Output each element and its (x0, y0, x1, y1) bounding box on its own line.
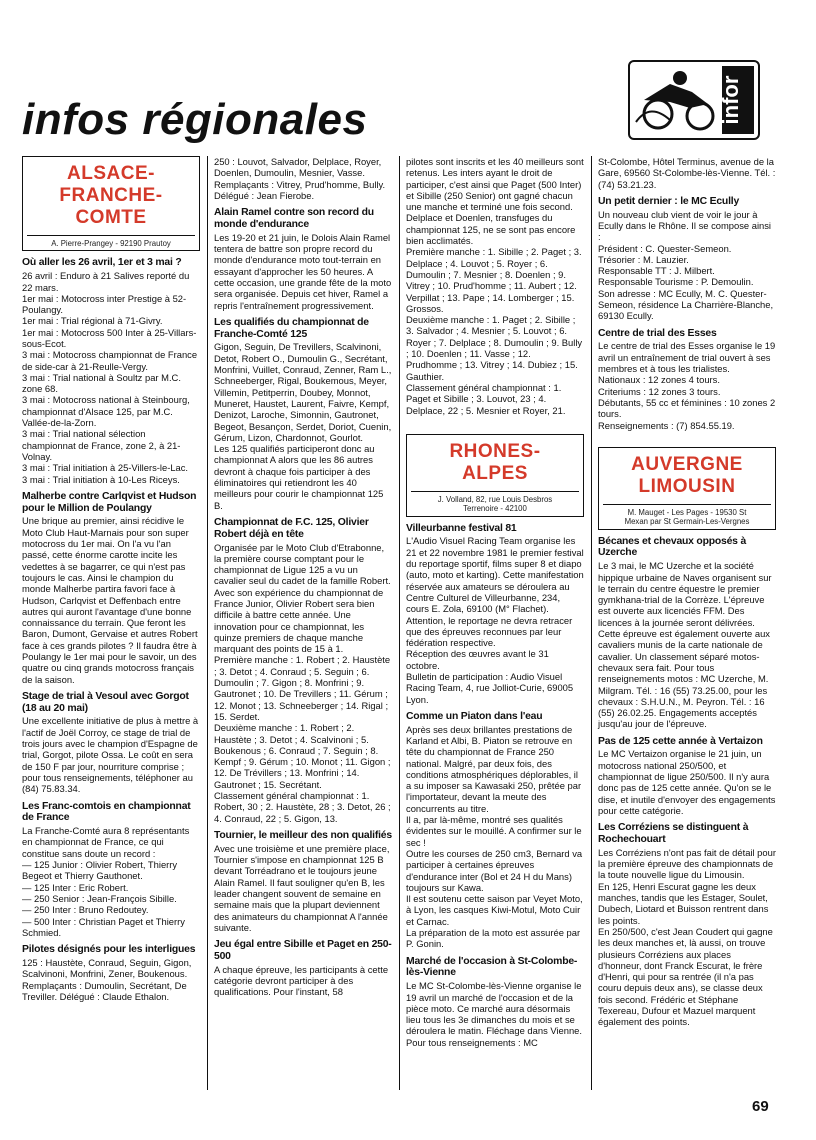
article-line: 3 mai : Motocross national à Steinbourg, championnat d'Alsace 125, par M.C. Vallée-de-la-Zorn. (22, 394, 190, 429)
article-text: 250 : Louvot, Salvador, Delplace, Royer, Doenlen, Dumoulin, Mesnier, Vasse. Remplaçants : Vitrey, Prud'homme, Bully. Délégué : Jean Fierobe. (214, 156, 386, 201)
article-text: A chaque épreuve, les participants à cette catégorie devront participer à des qualifications. Pour l'instant, 58 (214, 963, 389, 998)
address-line: Mexan par St Germain-Les-Vergnes (624, 517, 750, 527)
article-line: 26 avril : Enduro à 21 Salives reporté du 22 mars. (22, 270, 190, 293)
article-text: Le MC Vertaizon organise le 21 juin, un motocross national 250/500, et championnat de ligue 250/500. Il n'y aura donc pas de 125 cette année. Qu'on se le dise, et inutile d'envoyer des engagements pour cette catégorie. (598, 748, 776, 816)
article-line: Son adresse : MC Ecully, M. C. Quester-Semeon, résidence La Charrière-Blanche, 69130 Ecully. (598, 287, 774, 322)
region-name: ALSACE- (67, 163, 155, 184)
article-heading: Les Franc-comtois en championnat de France (22, 800, 191, 824)
article-heading: Marché de l'occasion à St-Colombe-lès-Vienne (406, 955, 578, 979)
column-1 (22, 156, 200, 1002)
article-line: Président : C. Quester-Semeon. (598, 242, 732, 254)
article-heading: Bécanes et chevaux opposés à Uzerche (598, 535, 747, 559)
results-text: Deuxième manche : 1. Paget ; 2. Sibille ; 3. Salvador ; 4. Mesnier ; 5. Louvot ; 6. Royer ; 7. Delplace ; 8. Dumoulin ; 9. Bully ; 10. Doenlen ; 11. Vasse ; 12. Prudhomme ; 13. Vitrey ; 14. Dubiez ; 15. Gauthier. (406, 314, 583, 382)
motorcycle-logo-icon (630, 62, 758, 138)
article-line: La Franche-Comté aura 8 représentants en championnat de France, ce qui constitue sans doute un record : (22, 825, 190, 859)
article-heading: Où aller les 26 avril, 1er et 3 mai ? (22, 257, 182, 269)
article-text: Réception des œuvres avant le 31 octobre. (406, 648, 549, 671)
article-text: Avec une troisième et une première place, Tournier s'impose en championnat 125 B devant Torréadrano et le toujours jeune Alain Ramel. Il faut souligner qu'en B, les leader changent souvent de semaine en semaine mais que la plupart deviennent des animateurs du championnat A l'année suivante. (214, 842, 390, 933)
page-number: 69 (752, 1098, 769, 1115)
region-name: LIMOUSIN (638, 475, 736, 497)
article-heading: Championnat de F.C. 125, Olivier Robert déjà en tête (214, 516, 369, 540)
article-heading: Centre de trial des Esses (598, 327, 717, 339)
article-heading: Pilotes désignés pour les interligues (22, 944, 196, 956)
results-text: Première manche : 1. Robert ; 2. Haustète ; 3. Detot ; 4. Conraud ; 5. Seguin ; 6. Dumoulin ; 7. Gigon ; 8. Monfrini ; 9. Gautronet ; 10. De Trevillers ; 11. Gérum ; 12. Monot ; 13. Schneeberger ; 14. Rigal ; 15. Serdet. (214, 654, 391, 722)
article-text: 125 : Haustète, Conraud, Seguin, Gigon, Scalvinoni, Monfrini, Zener, Boukenous. Remplaçants : Dumoulin, Secrétant, De Treviller. Délégué : Claude Ethalon. (22, 956, 192, 1002)
article-line: — 250 Senior : Jean-François Sibille. (22, 892, 177, 904)
region-name: FRANCHE- (59, 185, 163, 206)
article-line: 1er mai : Motocross inter Prestige à 52-Poulangy. (22, 292, 187, 316)
article-line: 1er mai : Motocross 500 Inter à 25-Villars-sous-Ecot. (22, 326, 197, 349)
region-box-alsace (22, 156, 200, 251)
article-heading: Comme un Piaton dans l'eau (406, 710, 543, 722)
article-text: Une excellente initiative de plus à mettre à l'actif de Joël Corroy, ce stage de trial de trois jours avec le champion d'Espagne de trial, Gorgot, pilote Ossa. Le coût en sera de 150 F par jour, nourriture comprise ; pour tous renseignements, téléphoner au (84) 75.83.34. (22, 715, 199, 795)
article-text: Les 125 qualifiés participeront donc au championnat A alors que les 86 autres devront à chaque fois participer à des éliminatoires qui retiendront les 40 meilleurs pour courir le championnat 125 B. (214, 443, 384, 511)
column-rule (399, 156, 400, 1090)
infor-logo (628, 60, 760, 140)
article-text: En 250/500, c'est Jean Coudert qui gagne les deux manches et, là aussi, on trouve plusieurs Corréziens aux places d'honneur, dont Franck Escurat, le frère d'Henri, qui pour sa rentrée (il n'a pas couru depuis deux ans), se classe deux fois second. Frédéric et Stéphane Texereau, Dufour et Mazuel marquent également des points. (598, 925, 773, 1028)
article-text: St-Colombe, Hôtel Terminus, avenue de la Gare, 69560 St-Colombe-lès-Vienne. Tél. : (74) 53.21.23. (598, 156, 776, 190)
article-heading: Un petit dernier : le MC Ecully (598, 195, 740, 207)
article-line: 3 mai : Trial initiation à 25-Villers-le-Lac. (22, 462, 189, 474)
correspondent-address (603, 504, 771, 527)
article-text: Outre les courses de 250 cm3, Bernard va participer à certaines épreuves d'endurance inter (Bol et 24 H du Mans) toujours sur Kawa. (406, 847, 583, 893)
article-text: Une brique au premier, ainsi récidive le Moto Club Haut-Marnais pour son super motocross du 1er mai. On l'a vu l'an passé, cette énorme carotte incite les vedettes à se bagarrer, ce qui n'est pas toujours le cas. Ainsi le champion du monde Malherbe partira favori face à Hudson, Carlqvist et Deffenbach entre autres qui auront l'avantage d'une bonne connaissance du terrain. Que feront les Baron, Dumont, Gervaise et autres Robert face à ces grands pilotes ? Il faudra être à Poulangy le 1er mai pour le savoir, un des quatre ou cinq grands motocross français de la saison. (22, 515, 198, 685)
article-line: Criteriums : 12 zones 3 tours. (598, 385, 721, 397)
results-text: Deuxième manche : 1. Robert ; 2. Haustète ; 3. Detot ; 4. Scalvinoni ; 5. Boukenous ; 6. Conraud ; 7. Seguin ; 8. Kempf ; 9. Gérum ; 10. Monot ; 11. Gigon ; 12. De Trévillers ; 13. Monfrini ; 14. Gautronet ; 15. Secrétant. (214, 722, 391, 790)
correspondent-address (411, 491, 579, 514)
article-line: Débutants, 55 cc et féminines : 10 zones 2 tours. (598, 396, 776, 420)
region-name: AUVERGNE (631, 453, 743, 475)
article-line: 3 mai : Trial national sélection championnat de France, zone 2, à 21-Volnay. (22, 428, 181, 462)
page-title: infos régionales (22, 95, 368, 144)
article-line: Responsable TT : J. Milbert. (598, 265, 715, 277)
article-line: 3 mai : Trial national à Soultz par M.C. zone 68. (22, 371, 181, 395)
article-heading: Tournier, le meilleur des non qualifiés (214, 829, 392, 841)
region-name: ALPES (462, 462, 528, 484)
column-rule (207, 156, 208, 1090)
article-heading: Les qualifiés du championnat de Franche-Comté 125 (214, 316, 369, 340)
region-box-auvergne-limousin (598, 447, 776, 530)
column-2 (214, 156, 392, 998)
article-line: Nationaux : 12 zones 4 tours. (598, 374, 720, 386)
article-heading: Jeu égal entre Sibille et Paget en 250-500 (214, 939, 392, 962)
article-text: Après ses deux brillantes prestations de Karland et Albi, B. Piaton se retrouve en tête du championnat de France 250 national. Malgré, par deux fois, des conditions atmosphériques déplorables, il a su imposer sa Kawasaki 250, prêtée par l'importateur, devant la meute des concurrents au titre. (406, 723, 582, 814)
column-3 (406, 156, 584, 1048)
results-text: Classement général championnat : 1. Robert, 30 ; 2. Haustète, 28 ; 3. Detot, 26 ; 4. Conraud, 22 ; 5. Gigon, 13. (214, 790, 391, 824)
region-box-rhones-alpes (406, 434, 584, 517)
article-text: Il est soutenu cette saison par Veyet Moto, à Lyon, les casques Kiwi-Motul, Moto Cuir et Carnac. (406, 893, 583, 927)
article-heading: Pas de 125 cette année à Vertaizon (598, 735, 763, 747)
address-line: Terrenoire - 42100 (463, 504, 527, 514)
article-heading: Alain Ramel contre son record du monde d'endurance (214, 207, 374, 230)
article-text: Le 3 mai, le MC Uzerche et la société hippique urbaine de Naves organisent sur le terrain du centre équestre le premier gymkhana-trial de la Corrèze. L'épreuve est ouverte aux licenciés FFM. Des licences à la journée seront délivrées. Cette épreuve est également ouverte aux cavaliers munis de la carte nationale de cavalier. Un classement séparé motos-chevaux sera fait. Pour tous renseignements motos : MC Uzerche, M. Milgram. Tél. : 16 (55) 73.25.00, pour les chevaux : S.H.U.N., M. Peyron. Tél. : 16 (55) 26.02.25. Engagements acceptés jusqu'au jour de l'épreuve. (598, 560, 772, 730)
article-text: L'Audio Visuel Racing Team organise les 21 et 22 novembre 1981 le premier festival du reportage sportif, films super 8 et diapo (auto, moto et karting). Cette manifestation réservée aux amateurs se déroulera au Centre Culturel de Villeurbanne, 234, cours E. Zola, 69100 (M° Flachet). (406, 535, 584, 615)
article-text: En 125, Henri Escurat gagne les deux manches, tandis que les Estager, Soulet, Dubech, Liotard et Buisson rentrent dans les points. (598, 880, 769, 926)
article-text: pilotes sont inscrits et les 40 meilleurs sont retenus. Les inters ayant le droit de participer, c'est ainsi que Paget (500 Inter) et Sibille (250 Senior) ont gagné chacun une manche et terminé une fois second. Delplace et Doenlen, transfuges du championnat 125, ne se sont pas encore bien acclimatés. (406, 156, 584, 247)
article-heading: Villeurbanne festival 81 (406, 522, 517, 534)
article-line: 1er mai : Trial régional à 71-Givry. (22, 315, 163, 327)
region-name: RHONES- (449, 440, 541, 462)
column-4 (598, 156, 776, 1028)
article-line: Un nouveau club vient de voir le jour à Ecully dans le Rhône. Il se compose ainsi : (598, 208, 772, 243)
logo-text: infor (718, 75, 743, 125)
article-line: Renseignements : (7) 854.55.19. (598, 419, 735, 431)
column-rule (591, 156, 592, 1090)
article-line: Le centre de trial des Esses organise le 19 avril un entraînement de trial ouvert à ses membres et à tous les trialistes. (598, 340, 776, 375)
article-heading: Les Corréziens se distinguent à Rochechouart (598, 822, 749, 846)
results-text: Première manche : 1. Sibille ; 2. Paget ; 3. Delplace ; 4. Louvot ; 5. Royer ; 6. Dumoulin ; 7. Mesnier ; 8. Doenlen ; 9. Vitrey ; 10. Prud'homme ; 11. Aubert ; 12. Verpillat ; 13. Pape ; 14. Lomberger ; 15. Grossos. (406, 246, 582, 314)
article-text: Gigon, Seguin, De Trevillers, Scalvinoni, Detot, Robert O., Dumoulin G., Secrétant, Monfrini, Vuillet, Conraud, Zenner, Ram L., Schneeberger, Rigal, Boukemous, Meyer, Villemin, Petitperrin, Doubey, Monnot, Muneret, Haustet, Laurent, Faivre, Kempf, Denizot, Laroche, Simonnin, Gautronet, Begeot, Besançon, Serdet, Doriot, Cuenin, Gérum, Lizon, Chardonnot, Gourlot. (214, 341, 392, 443)
article-text: Il a, par là-même, montré ses qualités évidentes sur le mouillé. A confirmer sur le sec ! (406, 814, 582, 848)
correspondent-address: A. Pierre-Prangey - 92190 Prautoy (27, 235, 195, 248)
article-line: Responsable Tourisme : P. Demoulin. (598, 276, 754, 288)
article-text: Attention, le reportage ne devra retracer que des épreuves reconnues par leur fédération respective. (406, 614, 573, 649)
article-line: — 500 Inter : Christian Paget et Thierry Schmied. (22, 915, 185, 938)
address-line: M. Mauget - Les Pages - 19530 St (627, 507, 747, 517)
article-text: Pour tous renseignements : MC (406, 1036, 538, 1048)
article-text: Bulletin de participation : Audio Visuel Racing Team, 4, rue Jolliot-Curie, 69005 Lyon. (406, 671, 574, 705)
article-text: Les Corréziens n'ont pas fait de détail pour la première épreuve des championnats de la toute nouvelle ligue du Limousin. (598, 846, 776, 881)
article-line: Trésorier : M. Lauzier. (598, 253, 689, 265)
article-line: — 250 Inter : Bruno Redoutey. (22, 904, 149, 916)
article-line: — 125 Inter : Eric Robert. (22, 881, 129, 893)
article-line: — 125 Junior : Olivier Robert, Thierry Begeot et Thierry Gauthonet. (22, 859, 178, 882)
article-text: Les 19-20 et 21 juin, le Dolois Alain Ramel tentera de battre son propre record du monde d'endurance moto tout-terrain en essayant d'approcher les 50 heures. A cette occasion, une grande fête de la moto sera organisée. Depuis cet hiver, Ramel a repris l'entraînement progressivement. (214, 231, 392, 311)
region-name: COMTE (75, 207, 147, 228)
article-text: La préparation de la moto est assurée par P. Gonin. (406, 927, 581, 950)
article-heading: Stage de trial à Vesoul avec Gorgot (18 au 20 mai) (22, 690, 189, 714)
article-heading: Malherbe contre Carlqvist et Hudson pour le Million de Poulangy (22, 490, 197, 514)
article-line: 3 mai : Motocross championnat de France de side-car à 21-Reulle-Vergy. (22, 349, 198, 372)
article-text: Le MC St-Colombe-lès-Vienne organise le 19 avril un marché de l'occasion et de la pièce moto. Ce marché aura désormais lieu tous les 3e dimanches du mois et se déroulera le matin. Fléchage dans Vienne. (406, 980, 582, 1037)
address-line: J. Volland, 82, rue Louis Desbros (437, 494, 553, 504)
article-line: 3 mai : Trial initiation à 10-Les Riceys. (22, 473, 180, 485)
article-text: Organisée par le Moto Club d'Etrabonne, la première course comptant pour le championnat de Ligue 125 a vu un cavalier seul du cadet de la famille Robert. Avec son expérience du championnat de France Junior, Olivier Robert sera bien difficile à battre cette année. Une innovation pour ce championnat, les quinze premiers de chaque manche marquant des points de 15 à 1. (214, 541, 391, 655)
results-text: Classement général championnat : 1. Paget et Sibille ; 3. Louvot, 23 ; 4. Delplace, 22 ; 5. Mesnier et Royer, 21. (406, 381, 566, 416)
